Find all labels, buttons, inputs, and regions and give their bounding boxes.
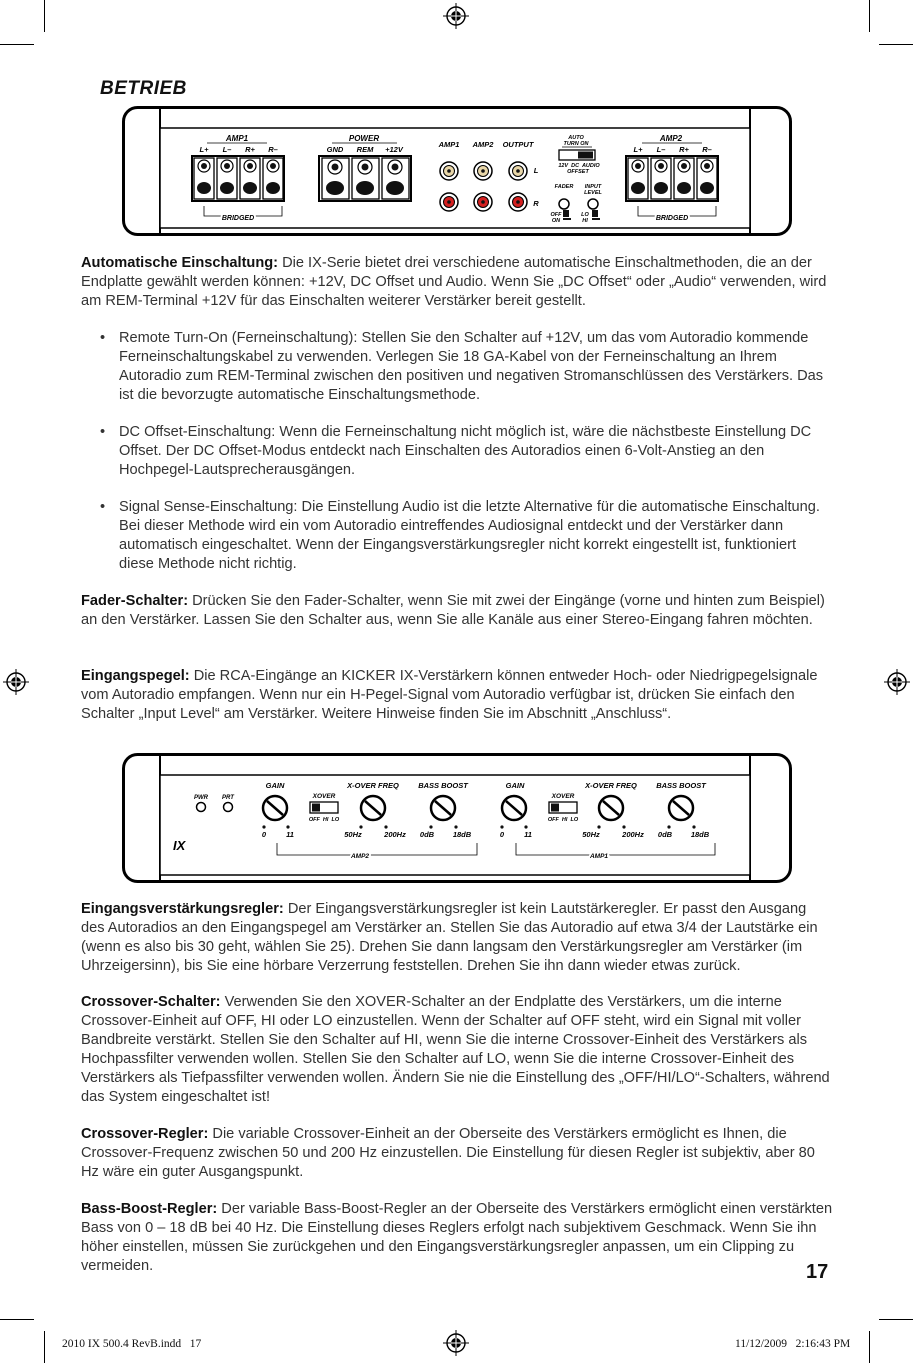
bass-boost-text: Der variable Bass-Boost-Regler an der Oberseite des Verstärkers ermöglicht einen verstärkten Bass von 0 – 18 dB bei 40 Hz. Die Einstellung dieses Reglers erfolgt nach subjektivem Geschmack. Wenn Sie ihn höher einstellen, müssen Sie zurückgehen und den Eingangsverstärkungsregler anpassen, um ein Clipping zu vermeiden. <box>81 1201 833 1274</box>
input-level-paragraph <box>81 667 833 724</box>
crossover-switch-paragraph <box>81 993 833 1107</box>
gain-min-label: 0 <box>499 830 505 839</box>
fader-heading: Fader-Schalter: <box>81 593 189 609</box>
input-level-heading: Eingangspegel: <box>81 668 190 684</box>
crop-mark <box>879 1319 913 1320</box>
fader-on-label: ON <box>551 218 561 224</box>
model-label: IX <box>173 838 186 853</box>
boost-max-label: 18dB <box>452 830 472 839</box>
xover-positions-label: OFF HI LO <box>308 817 340 823</box>
bass-boost-paragraph <box>81 1200 833 1276</box>
fader-off-label: OFF <box>550 212 562 218</box>
amp1-terminal-block <box>192 156 284 201</box>
amp2-terminal-label: L+ <box>633 145 643 154</box>
auto-turn-on-text: Die IX-Serie bietet drei verschiedene automatische Einschaltmethoden, die an der Endplatte gewählt werden können: +12V, DC Offset und Audio. Wenn Sie „DC Offset“ oder „Audio“ verwenden, wird am REM-Terminal +12V für das Einschalten weiterer Verstärker bereit gestellt. <box>81 255 827 309</box>
footer-file-info: 2010 IX 500.4 RevB.indd 17 <box>62 1338 202 1350</box>
power-terminal-label: REM <box>356 145 374 154</box>
xover-freq-knob <box>361 796 385 820</box>
rca-left-label: L <box>533 166 539 175</box>
crop-mark <box>869 0 870 32</box>
crop-mark <box>44 0 45 32</box>
amp1-label: AMP1 <box>225 134 249 143</box>
list-item-text: Signal Sense-Einschaltung: Die Einstellung Audio ist die letzte Alternative für die automatische Einschaltung. Bei dieser Methode wird ein vom Autoradio eintreffendes Audiosignal entdeckt und der Verstärker dann automatisch eingeschaltet. Wenn der Eingangsverstärkungsregler nicht korrekt eingestellt ist, funktioniert diese Methode nicht richtig. <box>119 499 820 572</box>
freq-min-label: 50Hz <box>344 830 362 839</box>
bass-boost-heading: Bass-Boost-Regler: <box>81 1201 218 1217</box>
xover-label: XOVER <box>551 793 575 800</box>
boost-min-label: 0dB <box>419 830 435 839</box>
amp2-group-label: AMP2 <box>350 853 370 860</box>
registration-mark-icon <box>3 669 29 695</box>
freq-min-label: 50Hz <box>582 830 600 839</box>
xover-freq-label: X-OVER FREQ <box>585 781 637 790</box>
auto-turn-on-heading: Automatische Einschaltung: <box>81 255 279 271</box>
xover-freq-knob <box>599 796 623 820</box>
freq-max-label: 200Hz <box>384 830 406 839</box>
amp2-terminal-label: L– <box>656 145 666 154</box>
input-level-label: INPUT <box>584 184 602 190</box>
amp1-terminal-label: R– <box>268 145 278 154</box>
amp2-bridged-label: BRIDGED <box>655 215 689 222</box>
rca-output-label: OUTPUT <box>502 140 534 149</box>
gain-knob <box>263 796 287 820</box>
gain-heading: Eingangsverstärkungsregler: <box>81 901 284 917</box>
gain-paragraph <box>81 900 833 976</box>
fader-button <box>559 199 569 209</box>
gain-text: Der Eingangsverstärkungsregler ist kein Lautstärkeregler. Er passt den Ausgang des Autoradios an den Eingangspegel am Verstärker an. Stellen Sie das Autoradio auf etwa 3/4 der Lautstärke ein (wenn es also bis 30 geht, wählen Sie 25). Drehen Sie dann langsam den Verstärkungsregler am Verstärker (im Uhrzeigersinn), bis Sie eine hörbare Verzerrung feststellen. Drehen Sie ihn dann wieder etwas zurück. <box>81 901 818 974</box>
section-title: BETRIEB <box>100 78 187 99</box>
input-level-button <box>588 199 598 209</box>
amp1-terminal-label: L– <box>222 145 232 154</box>
gain-label: GAIN <box>505 781 525 790</box>
amp2-label: AMP2 <box>659 134 683 143</box>
rca-amp1-label: AMP1 <box>438 140 460 149</box>
bass-boost-knob <box>431 796 455 820</box>
gain-label: GAIN <box>265 781 285 790</box>
amp1-terminal-label: L+ <box>199 145 209 154</box>
registration-mark-icon <box>884 669 910 695</box>
rca-amp2-label: AMP2 <box>472 140 494 149</box>
amp2-terminal-label: R– <box>702 145 712 154</box>
prt-led <box>224 803 233 812</box>
boost-max-label: 18dB <box>690 830 710 839</box>
registration-mark-icon <box>443 3 469 29</box>
xover-label: XOVER <box>312 793 336 800</box>
amp1-bridged-label: BRIDGED <box>221 215 255 222</box>
amplifier-control-panel-diagram <box>122 753 792 883</box>
gain-max-label: 11 <box>286 830 294 839</box>
power-label: POWER <box>348 134 380 143</box>
xover-positions-label: OFF HI LO <box>547 817 579 823</box>
fader-text: Drücken Sie den Fader-Schalter, wenn Sie mit zwei der Eingänge (vorne und hinten zum Beispiel) an den Verstärker. Lassen Sie den Schalter aus, wenn Sie alle Kanäle aus einer Stereo-Eingang fahren möchten. <box>81 593 825 628</box>
crop-mark <box>879 44 913 45</box>
footer-timestamp: 11/12/2009 2:16:43 PM <box>735 1338 851 1350</box>
crossover-control-heading: Crossover-Regler: <box>81 1126 209 1142</box>
fader-label: FADER <box>554 184 574 190</box>
gain-max-label: 11 <box>524 830 532 839</box>
freq-max-label: 200Hz <box>622 830 644 839</box>
crossover-switch-heading: Crossover-Schalter: <box>81 994 221 1010</box>
amp2-terminal-label: R+ <box>679 145 689 154</box>
crossover-control-paragraph <box>81 1125 833 1182</box>
registration-mark-icon <box>443 1330 469 1356</box>
bass-boost-label: BASS BOOST <box>418 781 468 790</box>
gain-knob <box>502 796 526 820</box>
rca-right-label: R <box>533 199 539 208</box>
amp2-terminal-block <box>626 156 718 201</box>
crop-mark <box>869 1331 870 1363</box>
gain-min-label: 0 <box>261 830 267 839</box>
crossover-switch-text: Verwenden Sie den XOVER-Schalter an der Endplatte des Verstärkers, um die interne Crossover-Einheit auf OFF, HI oder LO einzustellen. Wenn der Schalter auf OFF steht, wird ein Signal mit voller Bandbreite verstärkt. Stellen Sie den Schalter auf HI, wenn Sie die interne Crossover-Einheit des Verstärkers als Hochpassfilter verwenden wollen. Stellen Sie den Schalter auf LO, wenn Sie die interne Crossover-Einheit des Verstärkers als Tiefpassfilter verwenden wollen. Ändern Sie nie die Einstellung des „OFF/HI/LO“-Schalters, während das System eingeschaltet ist! <box>81 994 830 1105</box>
prt-label: PRT <box>222 795 234 801</box>
power-terminal-label: GND <box>326 145 344 154</box>
offset-label: OFFSET <box>567 169 589 175</box>
xover-switch <box>549 802 577 813</box>
boost-min-label: 0dB <box>657 830 673 839</box>
crop-mark <box>0 44 34 45</box>
input-level-label: LEVEL <box>584 190 602 196</box>
xover-switch <box>310 802 338 813</box>
xover-freq-label: X-OVER FREQ <box>347 781 399 790</box>
pwr-led <box>197 803 206 812</box>
page-number: 17 <box>806 1261 829 1283</box>
list-item-text: Remote Turn-On (Ferneinschaltung): Stellen Sie den Schalter auf +12V, um das vom Autoradio kommende Ferneinschaltungskabel zu verwenden. Verlegen Sie 18 GA-Kabel von der Ferneinschaltung an Ihrem Autoradio zum REM-Terminal zwischen den positiven und negativen Stromanschlüssen des Verstärkers. Das ist die bevorzugte automatische Einschaltungsmethode. <box>119 330 824 403</box>
bullet-icon: • <box>100 424 106 440</box>
turn-on-modes-label: 12V DC AUDIO <box>558 163 600 169</box>
bullet-icon: • <box>100 330 106 346</box>
amp1-group-label: AMP1 <box>589 853 609 860</box>
amplifier-end-panel-diagram <box>122 106 792 236</box>
auto-turn-on-paragraph <box>81 254 833 311</box>
fader-paragraph <box>81 592 833 630</box>
list-item-text: DC Offset-Einschaltung: Wenn die Ferneinschaltung nicht möglich ist, wäre die nächstbeste Einstellung DC Offset. Der DC Offset-Modus entdeckt nach Einschalten des Autoradios einen 6-Volt-Anstieg an den Hochpegel-Lautsprecherausgängen. <box>119 424 812 478</box>
auto-turn-on-label: TURN ON <box>563 141 589 147</box>
pwr-label: PWR <box>194 795 208 801</box>
bass-boost-knob <box>669 796 693 820</box>
power-terminal-block <box>319 156 411 201</box>
bullet-icon: • <box>100 499 106 515</box>
crop-mark <box>44 1331 45 1363</box>
input-hi-label: HI <box>582 218 588 224</box>
power-terminal-label: +12V <box>385 145 403 154</box>
auto-turn-on-switch <box>559 150 595 160</box>
auto-turn-on-label: AUTO <box>568 135 584 141</box>
input-lo-label: LO <box>581 212 589 218</box>
input-level-text: Die RCA-Eingänge an KICKER IX-Verstärkern können entweder Hoch- oder Niedrigpegelsignale vom Autoradio empfangen. Wenn nur ein H-Pegel-Signal vom Autoradio verfügbar ist, drücken Sie einfach den Schalter „Input Level“ am Verstärker. Weitere Hinweise finden Sie im Abschnitt „Anschluss“. <box>81 668 818 722</box>
crossover-control-text: Die variable Crossover-Einheit an der Oberseite des Verstärkers ermöglicht es Ihnen, die Crossover-Frequenz zwischen 50 und 200 Hz einzustellen. Die Einstellung für diesen Regler ist subjektiv, aber 80 Hz wäre ein guter Ausgangspunkt. <box>81 1126 815 1180</box>
bass-boost-label: BASS BOOST <box>656 781 706 790</box>
crop-mark <box>0 1319 34 1320</box>
amp1-terminal-label: R+ <box>245 145 255 154</box>
